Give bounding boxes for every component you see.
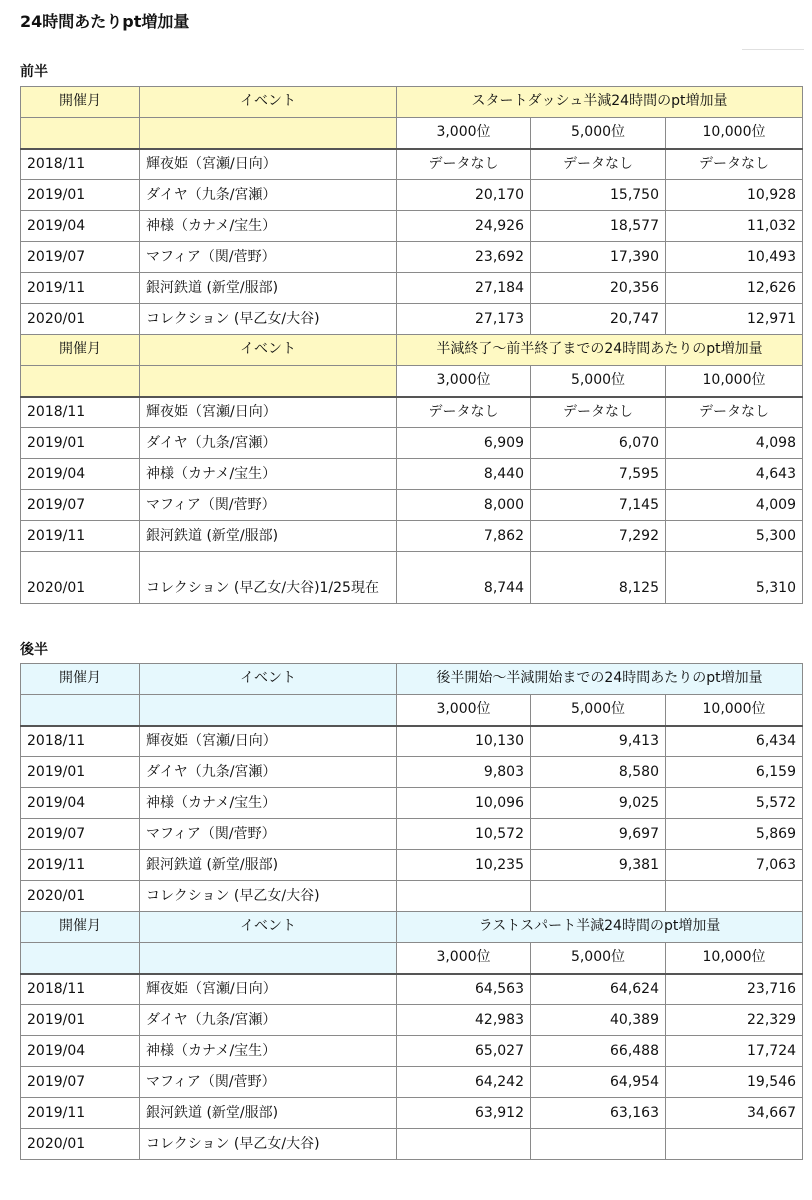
cell-value: 9,697 xyxy=(531,819,666,850)
header-month: 開催月 xyxy=(21,912,140,943)
cell-event: 銀河鉄道 (新堂/服部) xyxy=(140,850,397,881)
header-event-blank xyxy=(140,943,397,974)
header-row xyxy=(21,664,803,695)
header-month: 開催月 xyxy=(21,87,140,118)
cell-month: 2019/11 xyxy=(21,850,140,881)
rank-header: 3,000位 xyxy=(397,366,531,397)
cell-month: 2020/01 xyxy=(21,1129,140,1160)
cell-value: 9,381 xyxy=(531,850,666,881)
cell-value: 8,125 xyxy=(531,552,666,604)
cell-value: 23,692 xyxy=(397,242,531,273)
cell-value: 27,184 xyxy=(397,273,531,304)
cell-value xyxy=(397,1129,531,1160)
cell-value: 20,170 xyxy=(397,180,531,211)
header-metric: 半減終了～前半終了までの24時間あたりのpt増加量 xyxy=(397,335,803,366)
table-row xyxy=(21,149,803,180)
cell-event: 輝夜姫（宮瀬/日向） xyxy=(140,726,397,757)
cell-value: 17,390 xyxy=(531,242,666,273)
cell-value: 64,624 xyxy=(531,974,666,1005)
cell-month: 2018/11 xyxy=(21,397,140,428)
header-event: イベント xyxy=(140,912,397,943)
cell-value: 8,744 xyxy=(397,552,531,604)
table-row xyxy=(21,788,803,819)
rank-header: 10,000位 xyxy=(666,366,803,397)
cell-value: データなし xyxy=(397,149,531,180)
cell-value xyxy=(397,881,531,912)
table-row xyxy=(21,273,803,304)
cell-event: ダイヤ（九条/宮瀬） xyxy=(140,1005,397,1036)
cell-value: 9,025 xyxy=(531,788,666,819)
rank-header-row xyxy=(21,695,803,726)
table-row xyxy=(21,1129,803,1160)
cell-event: 神様（カナメ/宝生） xyxy=(140,211,397,242)
rank-header: 5,000位 xyxy=(531,695,666,726)
cell-event: マフィア（関/菅野） xyxy=(140,490,397,521)
table-row xyxy=(21,180,803,211)
header-metric: スタートダッシュ半減24時間のpt増加量 xyxy=(397,87,803,118)
cell-value: 15,750 xyxy=(531,180,666,211)
cell-month: 2019/01 xyxy=(21,180,140,211)
cell-event: 神様（カナメ/宝生） xyxy=(140,788,397,819)
cell-value: データなし xyxy=(531,149,666,180)
cell-value: 7,862 xyxy=(397,521,531,552)
table-row xyxy=(21,521,803,552)
header-month-blank xyxy=(21,118,140,149)
table-row xyxy=(21,304,803,335)
table-row xyxy=(21,757,803,788)
header-event-blank xyxy=(140,695,397,726)
cell-value: 8,580 xyxy=(531,757,666,788)
header-event-blank xyxy=(140,118,397,149)
header-metric: ラストスパート半減24時間のpt増加量 xyxy=(397,912,803,943)
cell-value: 23,716 xyxy=(666,974,803,1005)
cell-event: ダイヤ（九条/宮瀬） xyxy=(140,428,397,459)
cell-value: 20,356 xyxy=(531,273,666,304)
cell-value: 18,577 xyxy=(531,211,666,242)
rank-header-row xyxy=(21,366,803,397)
cell-month: 2019/01 xyxy=(21,1005,140,1036)
table-row xyxy=(21,211,803,242)
cell-value: 10,130 xyxy=(397,726,531,757)
cell-event: 銀河鉄道 (新堂/服部) xyxy=(140,1098,397,1129)
cell-value: 10,235 xyxy=(397,850,531,881)
cell-value: 63,912 xyxy=(397,1098,531,1129)
cell-event: コレクション (早乙女/大谷)1/25現在 xyxy=(140,552,397,604)
cell-value: 17,724 xyxy=(666,1036,803,1067)
header-month: 開催月 xyxy=(21,335,140,366)
cell-value: 10,928 xyxy=(666,180,803,211)
cell-value: 65,027 xyxy=(397,1036,531,1067)
header-row xyxy=(21,87,803,118)
cell-value: 10,493 xyxy=(666,242,803,273)
cell-value: 22,329 xyxy=(666,1005,803,1036)
cell-event: 輝夜姫（宮瀬/日向） xyxy=(140,149,397,180)
table-row xyxy=(21,428,803,459)
cell-value: 19,546 xyxy=(666,1067,803,1098)
page-title: 24時間あたりpt増加量 xyxy=(20,12,190,31)
section-title-second-half: 後半 xyxy=(20,642,48,658)
table-row xyxy=(21,397,803,428)
cell-value xyxy=(666,1129,803,1160)
cell-month: 2019/07 xyxy=(21,819,140,850)
cell-month: 2018/11 xyxy=(21,149,140,180)
cell-value: 6,159 xyxy=(666,757,803,788)
cell-value: 6,434 xyxy=(666,726,803,757)
table-row xyxy=(21,490,803,521)
header-month-blank xyxy=(21,695,140,726)
cell-value: 27,173 xyxy=(397,304,531,335)
cell-value: 12,971 xyxy=(666,304,803,335)
cell-value: 11,032 xyxy=(666,211,803,242)
cell-event: マフィア（関/菅野） xyxy=(140,819,397,850)
cell-value: 9,413 xyxy=(531,726,666,757)
cell-month: 2019/11 xyxy=(21,521,140,552)
header-event-blank xyxy=(140,366,397,397)
table-row xyxy=(21,850,803,881)
rank-header: 10,000位 xyxy=(666,118,803,149)
cell-value: データなし xyxy=(397,397,531,428)
section-title-first-half: 前半 xyxy=(20,64,48,80)
header-month-blank xyxy=(21,943,140,974)
rank-header: 10,000位 xyxy=(666,695,803,726)
corner-divider xyxy=(742,49,804,50)
rank-header: 5,000位 xyxy=(531,943,666,974)
cell-value: 12,626 xyxy=(666,273,803,304)
header-event: イベント xyxy=(140,87,397,118)
table-row xyxy=(21,1036,803,1067)
cell-value: 8,000 xyxy=(397,490,531,521)
cell-value: 64,242 xyxy=(397,1067,531,1098)
rank-header: 5,000位 xyxy=(531,366,666,397)
cell-value: 5,300 xyxy=(666,521,803,552)
cell-value: 5,572 xyxy=(666,788,803,819)
cell-event: コレクション (早乙女/大谷) xyxy=(140,1129,397,1160)
header-month-blank xyxy=(21,366,140,397)
table-row xyxy=(21,974,803,1005)
first-half-table xyxy=(20,86,803,604)
cell-value: データなし xyxy=(666,149,803,180)
cell-month: 2019/04 xyxy=(21,211,140,242)
cell-event: 輝夜姫（宮瀬/日向） xyxy=(140,397,397,428)
cell-month: 2019/01 xyxy=(21,757,140,788)
cell-value: 40,389 xyxy=(531,1005,666,1036)
cell-event: 輝夜姫（宮瀬/日向） xyxy=(140,974,397,1005)
cell-value: 24,926 xyxy=(397,211,531,242)
header-event: イベント xyxy=(140,664,397,695)
cell-event: 神様（カナメ/宝生） xyxy=(140,1036,397,1067)
table-row xyxy=(21,1098,803,1129)
rank-header: 3,000位 xyxy=(397,118,531,149)
cell-month: 2020/01 xyxy=(21,881,140,912)
cell-value: 6,909 xyxy=(397,428,531,459)
cell-value: 7,292 xyxy=(531,521,666,552)
table-row xyxy=(21,242,803,273)
cell-event: マフィア（関/菅野） xyxy=(140,1067,397,1098)
rank-header: 5,000位 xyxy=(531,118,666,149)
table-row xyxy=(21,819,803,850)
cell-month: 2019/01 xyxy=(21,428,140,459)
rank-header-row xyxy=(21,943,803,974)
cell-event: 銀河鉄道 (新堂/服部) xyxy=(140,273,397,304)
cell-value: 4,098 xyxy=(666,428,803,459)
cell-month: 2018/11 xyxy=(21,726,140,757)
header-row xyxy=(21,912,803,943)
table-row xyxy=(21,1005,803,1036)
rank-header-row xyxy=(21,118,803,149)
cell-month: 2020/01 xyxy=(21,304,140,335)
cell-value: 5,869 xyxy=(666,819,803,850)
cell-value: 5,310 xyxy=(666,552,803,604)
cell-month: 2019/11 xyxy=(21,1098,140,1129)
cell-value: 42,983 xyxy=(397,1005,531,1036)
cell-month: 2018/11 xyxy=(21,974,140,1005)
cell-month: 2019/11 xyxy=(21,273,140,304)
cell-value: データなし xyxy=(666,397,803,428)
header-metric: 後半開始～半減開始までの24時間あたりのpt増加量 xyxy=(397,664,803,695)
cell-value: 10,572 xyxy=(397,819,531,850)
table-row xyxy=(21,726,803,757)
header-month: 開催月 xyxy=(21,664,140,695)
cell-value: 34,667 xyxy=(666,1098,803,1129)
table-row xyxy=(21,459,803,490)
cell-value: データなし xyxy=(531,397,666,428)
cell-value: 4,009 xyxy=(666,490,803,521)
cell-event: 銀河鉄道 (新堂/服部) xyxy=(140,521,397,552)
cell-value: 9,803 xyxy=(397,757,531,788)
cell-month: 2019/07 xyxy=(21,242,140,273)
rank-header: 3,000位 xyxy=(397,695,531,726)
cell-value xyxy=(531,1129,666,1160)
cell-month: 2019/04 xyxy=(21,788,140,819)
cell-month: 2020/01 xyxy=(21,552,140,604)
cell-event: コレクション (早乙女/大谷) xyxy=(140,881,397,912)
cell-event: ダイヤ（九条/宮瀬） xyxy=(140,757,397,788)
cell-month: 2019/04 xyxy=(21,1036,140,1067)
cell-value: 6,070 xyxy=(531,428,666,459)
cell-value: 8,440 xyxy=(397,459,531,490)
cell-value: 20,747 xyxy=(531,304,666,335)
cell-value: 64,954 xyxy=(531,1067,666,1098)
cell-event: マフィア（関/菅野） xyxy=(140,242,397,273)
cell-month: 2019/07 xyxy=(21,490,140,521)
rank-header: 3,000位 xyxy=(397,943,531,974)
cell-month: 2019/04 xyxy=(21,459,140,490)
header-event: イベント xyxy=(140,335,397,366)
cell-value: 4,643 xyxy=(666,459,803,490)
cell-event: コレクション (早乙女/大谷) xyxy=(140,304,397,335)
cell-value: 7,063 xyxy=(666,850,803,881)
header-row xyxy=(21,335,803,366)
cell-value: 7,145 xyxy=(531,490,666,521)
table-row xyxy=(21,881,803,912)
cell-value: 10,096 xyxy=(397,788,531,819)
rank-header: 10,000位 xyxy=(666,943,803,974)
cell-value: 66,488 xyxy=(531,1036,666,1067)
cell-value xyxy=(531,881,666,912)
cell-event: ダイヤ（九条/宮瀬） xyxy=(140,180,397,211)
cell-event: 神様（カナメ/宝生） xyxy=(140,459,397,490)
second-half-table xyxy=(20,663,803,1160)
cell-value xyxy=(666,881,803,912)
cell-value: 64,563 xyxy=(397,974,531,1005)
table-row xyxy=(21,1067,803,1098)
cell-month: 2019/07 xyxy=(21,1067,140,1098)
cell-value: 7,595 xyxy=(531,459,666,490)
table-row xyxy=(21,552,803,604)
cell-value: 63,163 xyxy=(531,1098,666,1129)
